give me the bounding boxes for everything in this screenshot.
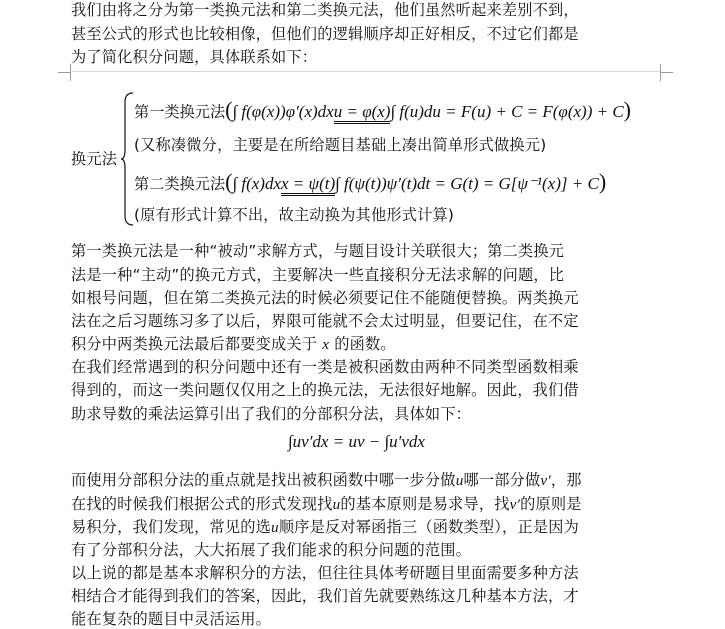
- parts-formula: ∫uv′dx = uv − ∫u′vdx: [288, 432, 425, 451]
- para3-line-1: 而使用分部积分法的重点就是找出被积函数中哪一步分做u哪一部分做v′，那: [71, 471, 582, 489]
- method1-name: 第一类换元法: [134, 103, 226, 121]
- intro-line-2: 甚至公式的形式也比较相像，但他们的逻辑顺序却正好相反，不过它们都是: [71, 25, 579, 43]
- method1-formula-row: 第一类换元法(∫ f(φ(x))φ′(x)dxu = φ(x)∫ f(u)du = F(u) + C = F(φ(x)) + C): [134, 97, 631, 122]
- method1-integral-start: ∫ f(φ(x))φ′(x)dx: [232, 102, 334, 121]
- method1-note: (又称凑微分，主要是在所给题目基础上凑出简单形式做换元): [134, 136, 547, 154]
- page-corner-mark-right-lower: [660, 72, 673, 81]
- method1-substitution: u = φ(x): [334, 102, 391, 124]
- page-break-line: [72, 71, 660, 72]
- method2-integral-start: ∫ f(x)dx: [232, 174, 281, 193]
- para2-line-1: 在我们经常遇到的积分问题中还有一类是被积函数由两种不同类型函数相乘: [71, 358, 579, 376]
- para4-line-3: 能在复杂的题目中灵活运用。: [71, 610, 272, 628]
- para1-line-3: 如根号问题，但在第二类换元法的时候必须要记住不能随便替换。两类换元: [71, 289, 579, 307]
- para1-line-4: 法在之后习题练习多了以后，界限可能就不会太过明显，但要记住，在不定: [71, 312, 579, 330]
- page-corner-mark-left-lower: [58, 72, 71, 81]
- method2-note: (原有形式计算不出，故主动换为其他形式计算): [134, 206, 455, 224]
- para1-line-5: 积分中两类换元法最后都要变成关于 x 的函数。: [71, 335, 396, 353]
- para1-line-2: 法是一种“主动”的换元方式，主要解决一些直接积分无法求解的问题，比: [71, 266, 565, 284]
- para3-line-4: 有了分部积分法，大大拓展了我们能求的积分问题的范围。: [71, 541, 472, 559]
- method2-integral-result: ∫ f(ψ(t))ψ′(t)dt = G(t) = G[ψ⁻¹(x)] + C: [335, 174, 599, 193]
- para2-line-3: 助求导数的乘法运算引出了我们的分部积分法，具体如下：: [71, 405, 472, 423]
- method2-substitution: x = ψ(t): [281, 174, 335, 196]
- left-brace-icon: [120, 92, 134, 226]
- method2-formula-row: 第二类换元法(∫ f(x)dxx = ψ(t)∫ f(ψ(t))ψ′(t)dt = G(t) = G[ψ⁻¹(x)] + C): [134, 169, 607, 194]
- intro-line-1: 我们由将之分为第一类换元法和第二类换元法，他们虽然听起来差别不到，: [71, 1, 579, 19]
- method1-integral-result: ∫ f(u)du = F(u) + C = F(φ(x)) + C: [390, 102, 624, 121]
- para2-line-2: 得到的，而这一类问题仅仅用之上的换元法，无法很好地解。因此，我们借: [71, 381, 579, 399]
- para4-line-2: 相结合才能得到我们的答案，因此，我们首先就要熟练这几种基本方法，才: [71, 587, 579, 605]
- brace-label: 换元法: [71, 150, 118, 168]
- para3-line-2: 在找的时候我们根据公式的形式发现找u的基本原则是易求导，找v′的原则是: [71, 495, 582, 513]
- para1-line-1: 第一类换元法是一种“被动”求解方式，与题目设计关联很大；第二类换元: [71, 242, 565, 260]
- method2-name: 第二类换元法: [134, 175, 226, 193]
- var-x: x: [322, 336, 330, 353]
- para3-line-3: 易积分，我们发现，常见的选u顺序是反对幂函指三（函数类型），正是因为: [71, 518, 579, 536]
- para4-line-1: 以上说的都是基本求解积分的方法，但往往具体考研题目里面需要多种方法: [71, 564, 579, 582]
- intro-line-3: 为了简化积分问题，具体联系如下：: [71, 48, 318, 66]
